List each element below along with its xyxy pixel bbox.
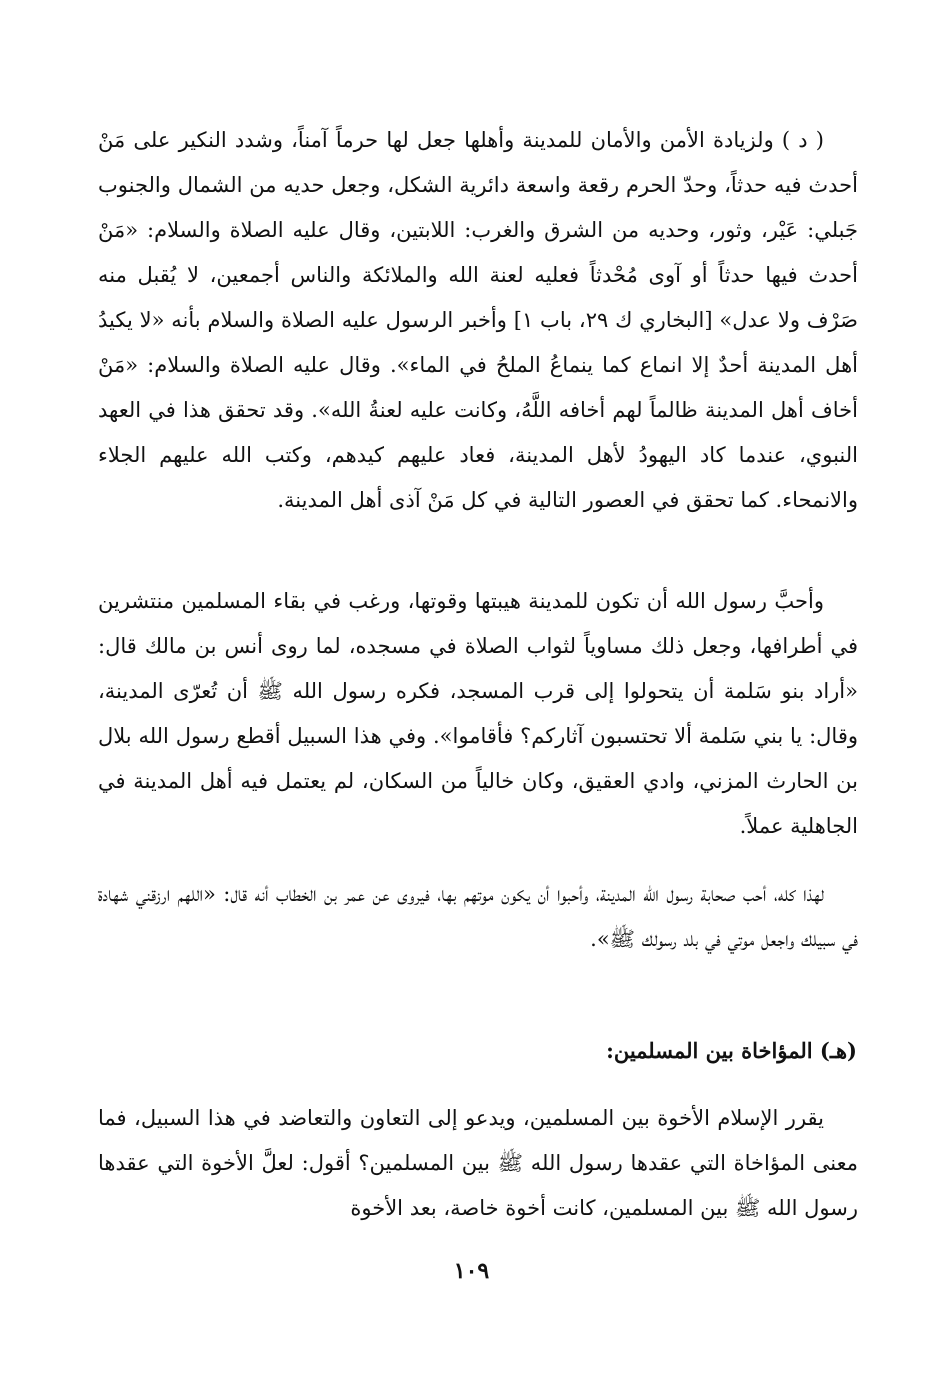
paragraph-love-of-madinah: لهذا كله، أحب صحابة رسول الله المدينة، وأحبوا أن يكون موتهم بها، فيروى عن عمر بن الخطاب أنه قال: «اللهم ارزقني شهادة في سبيلك واجعل موتي في بلد رسولك ﷺ». (98, 882, 858, 951)
paragraph-strength-of-madinah: وأحبَّ رسول الله أن تكون للمدينة هيبتها وقوتها، ورغب في بقاء المسلمين منتشرين في أطرافها، وجعل ذلك مساوياً لثواب الصلاة في مسجده، لما روى أنس بن مالك قال: «أراد بنو سَلمة أن يتحولوا إلى قرب المسجد، فكره رسول الله ﷺ أن تُعرّى المدينة، وقال: يا بني سَلمة ألا تحتسبون آثاركم؟ فأقاموا». وفي هذا السبيل أقطع رسول الله بلال بن الحارث المزني، وادي العقيق، وكان خالياً من السكان، لم يعتمل فيه أهل المدينة في الجاهلية عملاً. (98, 589, 858, 838)
paragraph-brotherhood: يقرر الإسلام الأخوة بين المسلمين، ويدعو إلى التعاون والتعاضد في هذا السبيل، فما معنى المؤاخاة التي عقدها رسول الله ﷺ بين المسلمين؟ أقول: لعلَّ الأخوة التي عقدها رسول الله ﷺ بين المسلمين، كانت أخوة خاصة، بعد الأخوة (98, 1106, 858, 1220)
page-number: ١٠٩ (453, 1258, 490, 1284)
section-heading-brotherhood: (هـ) المؤاخاة بين المسلمين: (606, 1038, 857, 1063)
paragraph-haram-of-madinah: ( د ) ولزيادة الأمن والأمان للمدينة وأهلها جعل لها حرماً آمناً، وشدد النكير على مَنْ أحدث فيه حدثاً، وحدّ الحرم رقعة واسعة دائرية الشكل، وجعل حديه من الشمال والجنوب جَبلي: عَيْر، وثور، وحديه من الشرق والغرب: اللابتين، وقال عليه الصلاة والسلام: «مَنْ أحدث فيها حدثاً أو آوى مُحْدثاً فعليه لعنة الله والملائكة والناس أجمعين، لا يُقبل منه صَرْف ولا عدل» [البخاري ك ٢٩، باب ١] وأخبر الرسول عليه الصلاة والسلام بأنه «لا يكيدُ أهل المدينة أحدٌ إلا انماع كما ينماعُ الملحُ في الماء». وقال عليه الصلاة والسلام: «مَنْ أخاف أهل المدينة ظالماً لهم أخافه اللَّهُ، وكانت عليه لعنةُ الله». وقد تحقق هذا في العهد النبوي، عندما كاد اليهودُ لأهل المدينة، فعاد عليهم كيدهم، وكتب الله عليهم الجلاء والانمحاء. كما تحقق في العصور التالية في كل مَنْ آذى أهل المدينة. (98, 128, 858, 512)
